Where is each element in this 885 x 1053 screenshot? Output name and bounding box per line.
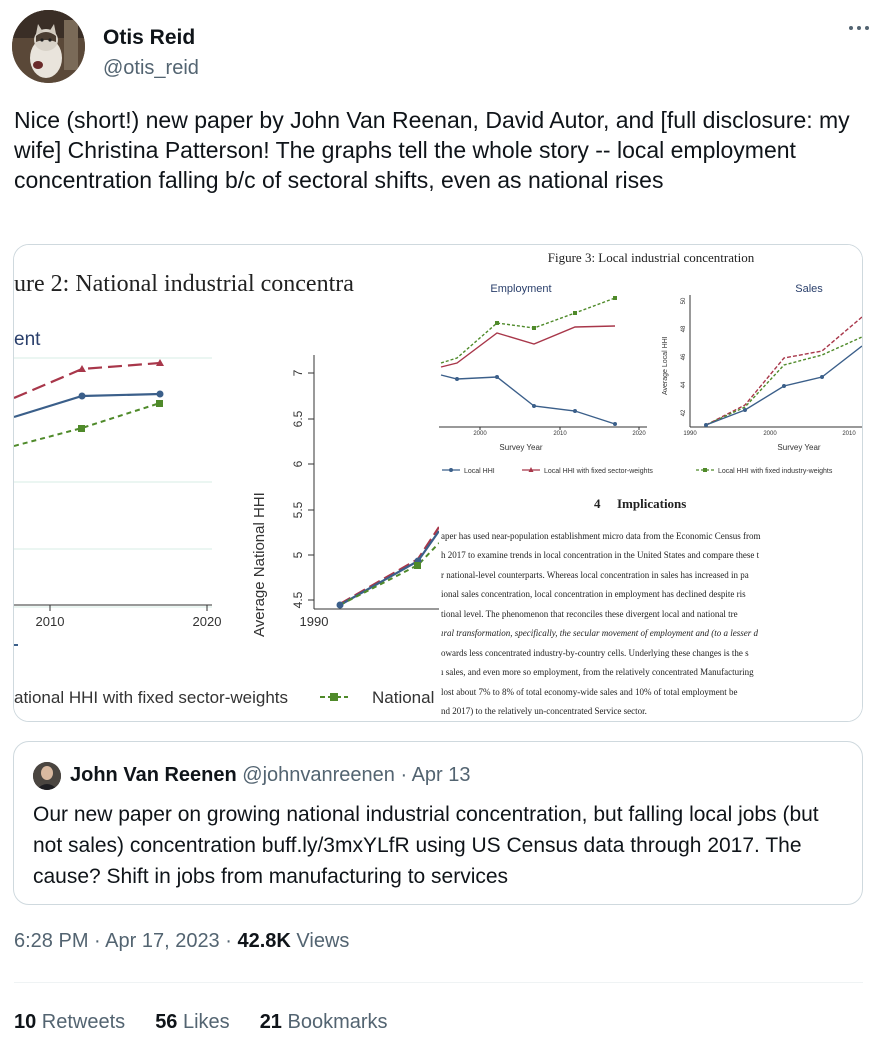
sales-ytick: 42 [681, 409, 687, 417]
section-title: Implications [617, 496, 687, 511]
post-time[interactable]: 6:28 PM · Apr 17, 2023 · [14, 930, 238, 952]
employment-xtick: 2000 [473, 431, 487, 437]
views-label: Views [290, 930, 350, 952]
retweets-label: Retweets [36, 1011, 126, 1033]
figure-2-ytick: 6 [291, 460, 305, 468]
legend-industry: Local HHI with fixed industry-weights [718, 468, 833, 475]
sales-y-label: Average Local HHI [662, 336, 669, 395]
figure-2-ytick: 5 [291, 551, 305, 559]
figure-3-title: Figure 3: Local industrial concentration [547, 250, 755, 265]
figure-3-crop [439, 245, 862, 721]
quoted-tweet[interactable] [13, 741, 863, 905]
body-line: ı sales, and even more so employment, from the relatively concentrated Manufacturing [441, 667, 754, 677]
quoted-date: Apr 13 [411, 764, 471, 786]
legend-sector: Local HHI with fixed sector-weights [544, 468, 653, 475]
quoted-author-avatar [33, 762, 61, 790]
sales-ytick: 48 [681, 325, 687, 333]
paper-figures-image [14, 245, 862, 721]
author-handle[interactable]: @otis_reid [103, 57, 199, 79]
tweet-header [12, 10, 873, 84]
employment-x-label: Survey Year [499, 443, 543, 452]
sales-panel-title: Sales [795, 283, 823, 295]
body-line: nd 2017) to the relatively un-concentrated Service sector. [441, 706, 647, 716]
author-avatar[interactable] [12, 10, 85, 83]
tweet-timestamp [14, 930, 349, 953]
tweet-text: Nice (short!) new paper by John Van Reenan, David Autor, and [full disclosure: my wife] Christina Patterson! The graphs tell the whole story -- local employment concentration falling b/c of sectoral shifts, even as national rises [14, 107, 850, 193]
cat-avatar-image [12, 10, 85, 83]
figure-2-xtick: 1990 [299, 614, 329, 629]
figure-2-y-axis-label: Average National HHI [251, 492, 268, 637]
figure-2-xtick: 2020 [192, 614, 222, 629]
sales-x-label: Survey Year [777, 443, 821, 452]
retweets-count: 10 [14, 1011, 37, 1033]
legend-local: Local HHI [464, 468, 495, 475]
quoted-author-handle: @johnvanreenen [242, 764, 395, 786]
figure-2-ytick: 6.5 [291, 410, 305, 428]
views-count: 42.8K [237, 930, 291, 952]
figure-2-xtick: 2010 [35, 614, 65, 629]
author-name[interactable]: Otis Reid [103, 26, 196, 49]
person-avatar-image [33, 762, 61, 790]
employment-xtick: 2010 [553, 431, 567, 437]
sales-ytick: 44 [681, 381, 687, 389]
likes-label: Likes [177, 1011, 230, 1033]
body-line: r national-level counterparts. Whereas local concentration in sales has increased in pa [441, 570, 749, 580]
body-line: lost about 7% to 8% of total economy-wide sales and 10% of total employment be [441, 687, 738, 697]
body-line: aper has used near-population establishment micro data from the Economic Census from [441, 531, 761, 541]
body-line: ıral transformation, specifically, the secular movement of employment and (to a lesser d [441, 628, 758, 638]
engagement-stats [14, 1011, 388, 1034]
likes-stat[interactable] [155, 1011, 230, 1034]
sales-xtick: 1990 [683, 431, 697, 437]
sales-xtick: 2010 [842, 431, 856, 437]
figure-2-ytick: 4.5 [291, 591, 305, 609]
sales-xtick: 2000 [763, 431, 777, 437]
sales-ytick: 46 [681, 353, 687, 361]
quoted-header [70, 764, 471, 787]
body-line: ional sales concentration, local concentration in employment has declined despite ris [441, 589, 746, 599]
tweet-media[interactable] [13, 244, 863, 722]
bookmarks-count: 21 [259, 1011, 282, 1033]
figure-2-title: ure 2: National industrial concentra [14, 271, 354, 297]
retweets-stat[interactable] [14, 1011, 125, 1034]
body-line: tional level. The phenomenon that reconciles these divergent local and national tre [441, 609, 738, 619]
more-options-icon[interactable] [845, 18, 873, 38]
body-line: owards less concentrated industry-by-country cells. Underlying these changes is the s [441, 648, 749, 658]
section-number: 4 [594, 496, 601, 511]
figure-2-legend-national: National [372, 688, 435, 707]
figure-2-legend-sector: ational HHI with fixed sector-weights [14, 688, 289, 707]
divider [14, 982, 863, 983]
bookmarks-stat[interactable] [260, 1011, 388, 1034]
quoted-text: Our new paper on growing national industrial concentration, but falling local jobs (but not sales) concentration buff.ly/3mxYLfR using US Census data through 2017. The cause? Shift in jobs from manufacturing to services [33, 803, 819, 888]
sales-ytick: 50 [681, 297, 687, 305]
quoted-separator: · [394, 764, 412, 786]
figure-2-panel-label: ent [14, 329, 41, 350]
employment-xtick: 2020 [632, 431, 646, 437]
employment-panel-title: Employment [490, 283, 552, 295]
figure-2-ytick: 5.5 [291, 501, 305, 519]
likes-count: 56 [155, 1011, 178, 1033]
body-line: h 2017 to examine trends in local concentration in the United States and compare these t [441, 550, 760, 560]
figure-2-ytick: 7 [291, 369, 305, 377]
quoted-author-name: John Van Reenen [70, 764, 237, 786]
bookmarks-label: Bookmarks [281, 1011, 388, 1033]
